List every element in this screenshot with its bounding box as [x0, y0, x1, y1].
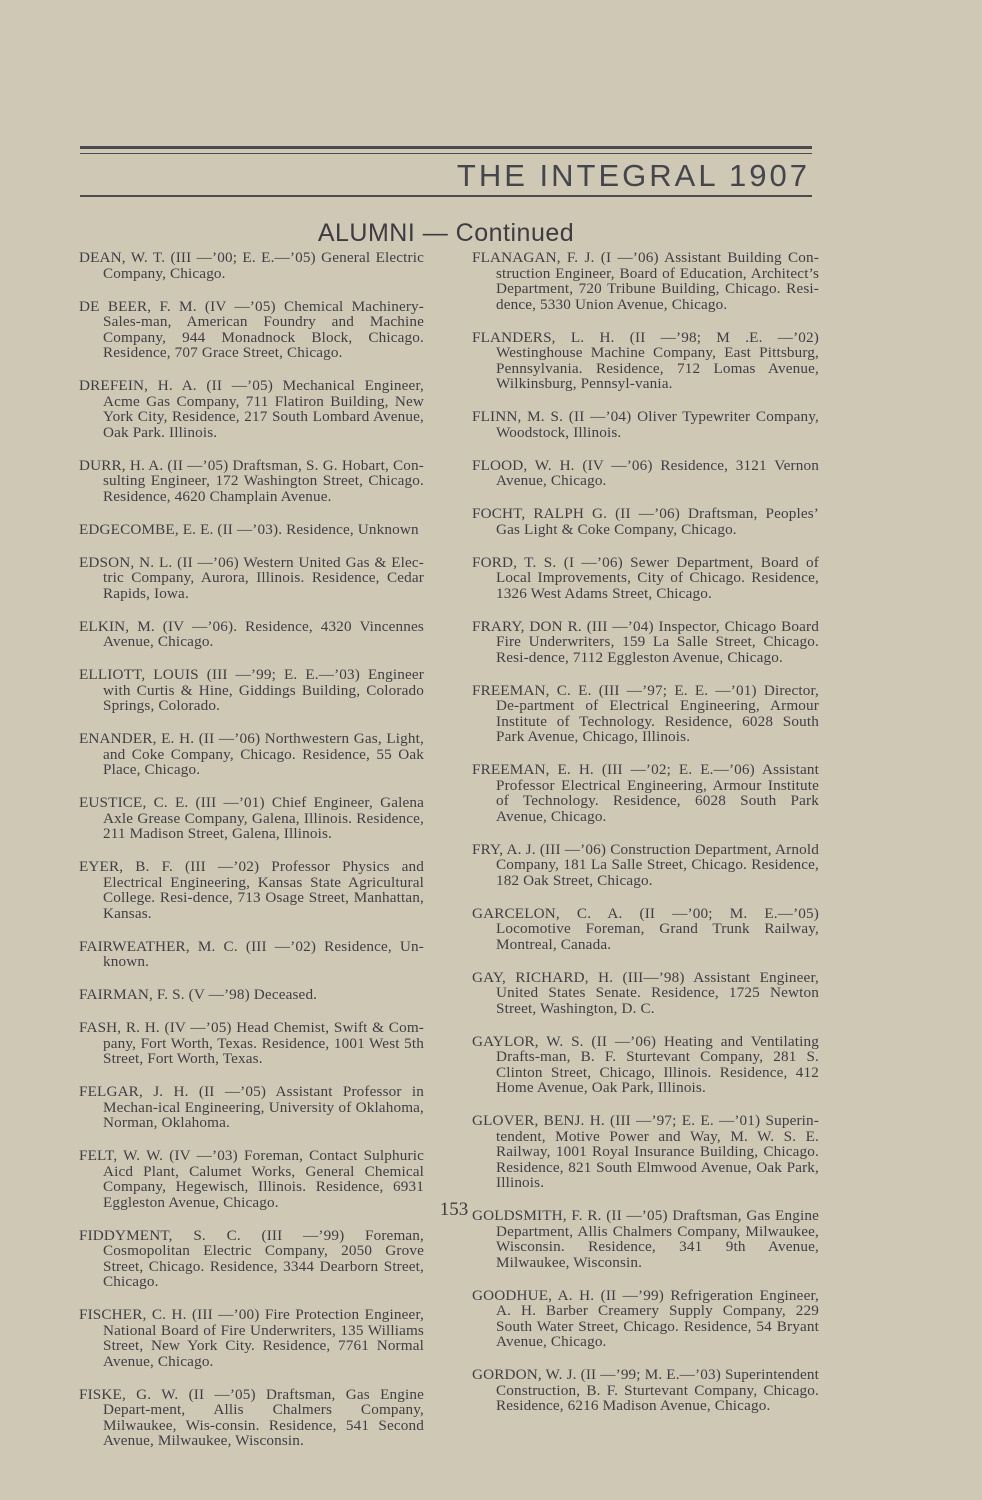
alumni-entry: ENANDER, E. H. (II —’06) Northwestern Gas, Light, and Coke Company, Chicago. Residence, 55 Oak Place, Chicago. — [79, 730, 424, 778]
alumni-entry: FREEMAN, E. H. (III —’02; E. E.—’06) Assistant Professor Electrical Engineering, Armour Institute of Technology. Residence, 6028 South Park Avenue, Chicago. — [472, 761, 819, 825]
alumni-entry: FORD, T. S. (I —’06) Sewer Department, Board of Local Improvements, City of Chicago. Residence, 1326 West Adams Street, Chicago. — [472, 553, 819, 602]
header-rule-bottom — [80, 195, 812, 197]
header-rule-top — [80, 146, 812, 149]
alumni-entry: GARCELON, C. A. (II —’00; M. E.—’05) Locomotive Foreman, Grand Trunk Railway, Montreal, Canada. — [472, 904, 819, 953]
alumni-entry: FLANDERS, L. H. (II —’98; M .E. —’02) Westinghouse Machine Company, East Pittsburg, Pennsylvania. Residence, 712 Lomas Avenue, Wilkinsburg, Pennsyl-vania. — [472, 328, 819, 392]
alumni-entry: GOLDSMITH, F. R. (II —’05) Draftsman, Gas Engine Department, Allis Chalmers Company, Milwaukee, Wisconsin. Residence, 341 9th Avenue, Milwaukee, Wisconsin. — [472, 1207, 819, 1271]
alumni-entry: FELT, W. W. (IV —’03) Foreman, Contact Sulphuric Aicd Plant, Calumet Works, General Chemical Company, Hegewisch, Illinois. Residence, 6931 Eggleston Avenue, Chicago. — [79, 1147, 424, 1211]
alumni-entry: DE BEER, F. M. (IV —’05) Chemical Machinery-Sales-man, American Foundry and Machine Company, 944 Monadnock Block, Chicago. Residence, 707 Grace Street, Chicago. — [79, 297, 424, 361]
right-column — [472, 250, 819, 1431]
alumni-entry: GAY, RICHARD, H. (III—’98) Assistant Engineer, United States Senate. Residence, 1725 Newton Street, Washington, D. C. — [472, 968, 819, 1017]
left-column — [79, 250, 424, 1466]
alumni-entry: FIDDYMENT, S. C. (III —’99) Foreman, Cosmopolitan Electric Company, 2050 Grove Street, Chicago. Residence, 3344 Dearborn Street, Chicago. — [79, 1226, 424, 1290]
alumni-entry: FELGAR, J. H. (II —’05) Assistant Professor in Mechan-ical Engineering, University of Oklahoma, Norman, Oklahoma. — [79, 1083, 424, 1131]
alumni-entry: FLANAGAN, F. J. (I —’06) Assistant Building Con-struction Engineer, Board of Education, Architect’s Department, 720 Tribune Building, Chicago. Resi-dence, 5330 Union Avenue, Chicago. — [472, 249, 819, 313]
alumni-entry: GLOVER, BENJ. H. (III —’97; E. E. —’01) Superin-tendent, Motive Power and Way, M. W. S. E. Railway, 1001 Royal Insurance Building, Chicago. Residence, 821 South Elmwood Avenue, Oak Park, Illinois. — [472, 1112, 819, 1191]
alumni-entry: FOCHT, RALPH G. (II —’06) Draftsman, Peoples’ Gas Light & Coke Company, Chicago. — [472, 505, 819, 538]
alumni-entry: DEAN, W. T. (III —’00; E. E.—’05) General Electric Company, Chicago. — [79, 249, 424, 282]
alumni-entry: FAIRWEATHER, M. C. (III —’02) Residence, Un-known. — [79, 937, 424, 970]
alumni-entry: FREEMAN, C. E. (III —’97; E. E. —’01) Director, De-partment of Electrical Engineering, Armour Institute of Technology. Residence, 6028 South Park Avenue, Chicago, Illinois. — [472, 681, 819, 745]
alumni-entry: GAYLOR, W. S. (II —’06) Heating and Ventilating Drafts-man, B. F. Sturtevant Company, 281 S. Clinton Street, Chicago, Illinois. Residence, 412 Home Avenue, Oak Park, Illinois. — [472, 1032, 819, 1096]
section-heading: ALUMNI — Continued — [317, 219, 575, 247]
alumni-entry: FISCHER, C. H. (III —’00) Fire Protection Engineer, National Board of Fire Underwriters, 135 Williams Street, New York City. Residence, 7761 Normal Avenue, Chicago. — [79, 1306, 424, 1370]
alumni-entry: ELLIOTT, LOUIS (III —’99; E. E.—’03) Engineer with Curtis & Hine, Giddings Building, Colorado Springs, Colorado. — [79, 666, 424, 714]
alumni-entry: GOODHUE, A. H. (II —’99) Refrigeration Engineer, A. H. Barber Creamery Supply Company, 229 South Water Street, Chicago. Residence, 54 Bryant Avenue, Chicago. — [472, 1286, 819, 1350]
alumni-entry: FISKE, G. W. (II —’05) Draftsman, Gas Engine Depart-ment, Allis Chalmers Company, Milwaukee, Wis-consin. Residence, 541 Second Avenue, Milwaukee, Wisconsin. — [79, 1385, 424, 1449]
alumni-entry: FLOOD, W. H. (IV —’06) Residence, 3121 Vernon Avenue, Chicago. — [472, 456, 819, 489]
page-number: 153 — [439, 1199, 469, 1220]
alumni-entry: FASH, R. H. (IV —’05) Head Chemist, Swift & Com-pany, Fort Worth, Texas. Residence, 1001 West 5th Street, Fort Worth, Texas. — [79, 1019, 424, 1067]
journal-title: THE INTEGRAL 1907 — [456, 158, 810, 193]
alumni-entry: EYER, B. F. (III —’02) Professor Physics and Electrical Engineering, Kansas State Agricultural College. Resi-dence, 713 Osage Street, Manhattan, Kansas. — [79, 858, 424, 922]
alumni-entry: FRARY, DON R. (III —’04) Inspector, Chicago Board Fire Underwriters, 159 La Salle Street, Chicago. Resi-dence, 7112 Eggleston Avenue, Chicago. — [472, 617, 819, 666]
alumni-entry: FAIRMAN, F. S. (V —’98) Deceased. — [79, 986, 318, 1003]
alumni-entry: DREFEIN, H. A. (II —’05) Mechanical Engineer, Acme Gas Company, 711 Flatiron Building, New York City, Residence, 217 South Lombard Avenue, Oak Park. Illinois. — [79, 377, 424, 441]
alumni-entry: DURR, H. A. (II —’05) Draftsman, S. G. Hobart, Con-sulting Engineer, 172 Washington Street, Chicago. Residence, 4620 Champlain Avenue. — [79, 456, 424, 505]
alumni-entry: FLINN, M. S. (II —’04) Oliver Typewriter Company, Woodstock, Illinois. — [472, 408, 819, 441]
alumni-entry: EUSTICE, C. E. (III —’01) Chief Engineer, Galena Axle Grease Company, Galena, Illinois. Residence, 211 Madison Street, Galena, Illinois. — [79, 794, 424, 842]
alumni-entry: GORDON, W. J. (II —’99; M. E.—’03) Superintendent Construction, B. F. Sturtevant Company, Chicago. Residence, 6216 Madison Avenue, Chicago. — [472, 1366, 819, 1414]
alumni-entry: EDSON, N. L. (II —’06) Western United Gas & Elec-tric Company, Aurora, Illinois. Residence, Cedar Rapids, Iowa. — [79, 553, 424, 602]
alumni-entry: EDGECOMBE, E. E. (II —’03). Residence, Unknown — [79, 520, 419, 538]
header-rule-top-thin — [80, 153, 812, 154]
alumni-entry: ELKIN, M. (IV —’06). Residence, 4320 Vincennes Avenue, Chicago. — [79, 617, 424, 650]
alumni-entry: FRY, A. J. (III —’06) Construction Department, Arnold Company, 181 La Salle Street, Chicago. Residence, 182 Oak Street, Chicago. — [472, 840, 819, 889]
